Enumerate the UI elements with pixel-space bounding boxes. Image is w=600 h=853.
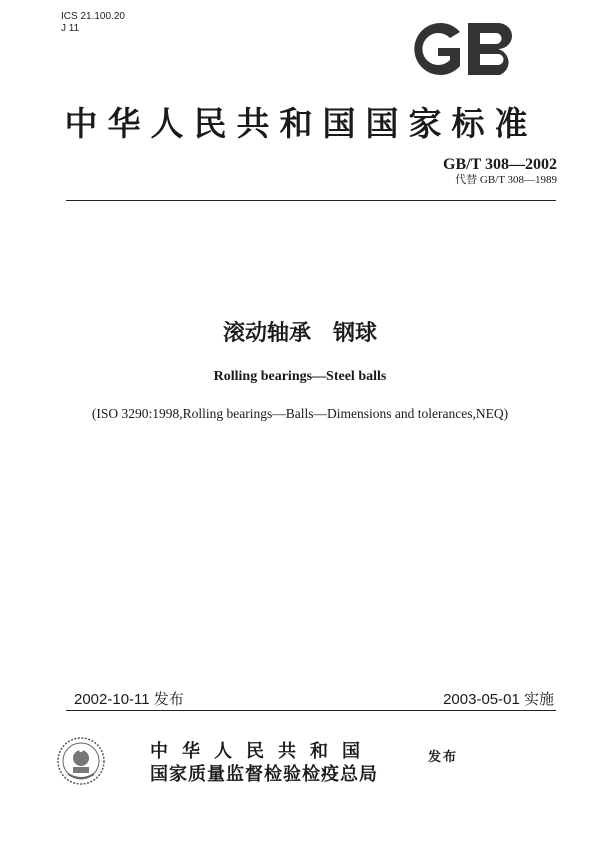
national-emblem-seal <box>56 736 106 786</box>
replaces-note: 代替 GB/T 308—1989 <box>455 174 557 186</box>
issuer-line-1: 中华人民共和国 <box>150 741 374 762</box>
ics-code: ICS 21.100.20 <box>61 11 125 22</box>
title-english: Rolling bearings—Steel balls <box>213 369 387 384</box>
gb-logo <box>410 18 522 80</box>
standard-code: GB/T 308—2002 <box>443 156 557 173</box>
publish-label: 发布 <box>428 750 459 765</box>
issuer-line-2: 国家质量监督检验检疫总局 <box>150 764 378 785</box>
iso-reference: (ISO 3290:1998,Rolling bearings—Balls—Dimensions and tolerances,NEQ) <box>91 406 509 421</box>
standard-name: 中华人民共和国国家标准 <box>64 104 538 143</box>
top-divider <box>66 200 556 201</box>
classification-codes <box>61 11 125 35</box>
issue-date: 2002-10-11 发布 <box>74 691 184 708</box>
standard-code-block <box>443 156 557 187</box>
bottom-divider <box>66 710 556 711</box>
ccs-code: J 11 <box>61 23 80 34</box>
title-chinese: 滚动轴承 钢球 <box>222 321 377 346</box>
implementation-date: 2003-05-01 实施 <box>443 691 554 708</box>
